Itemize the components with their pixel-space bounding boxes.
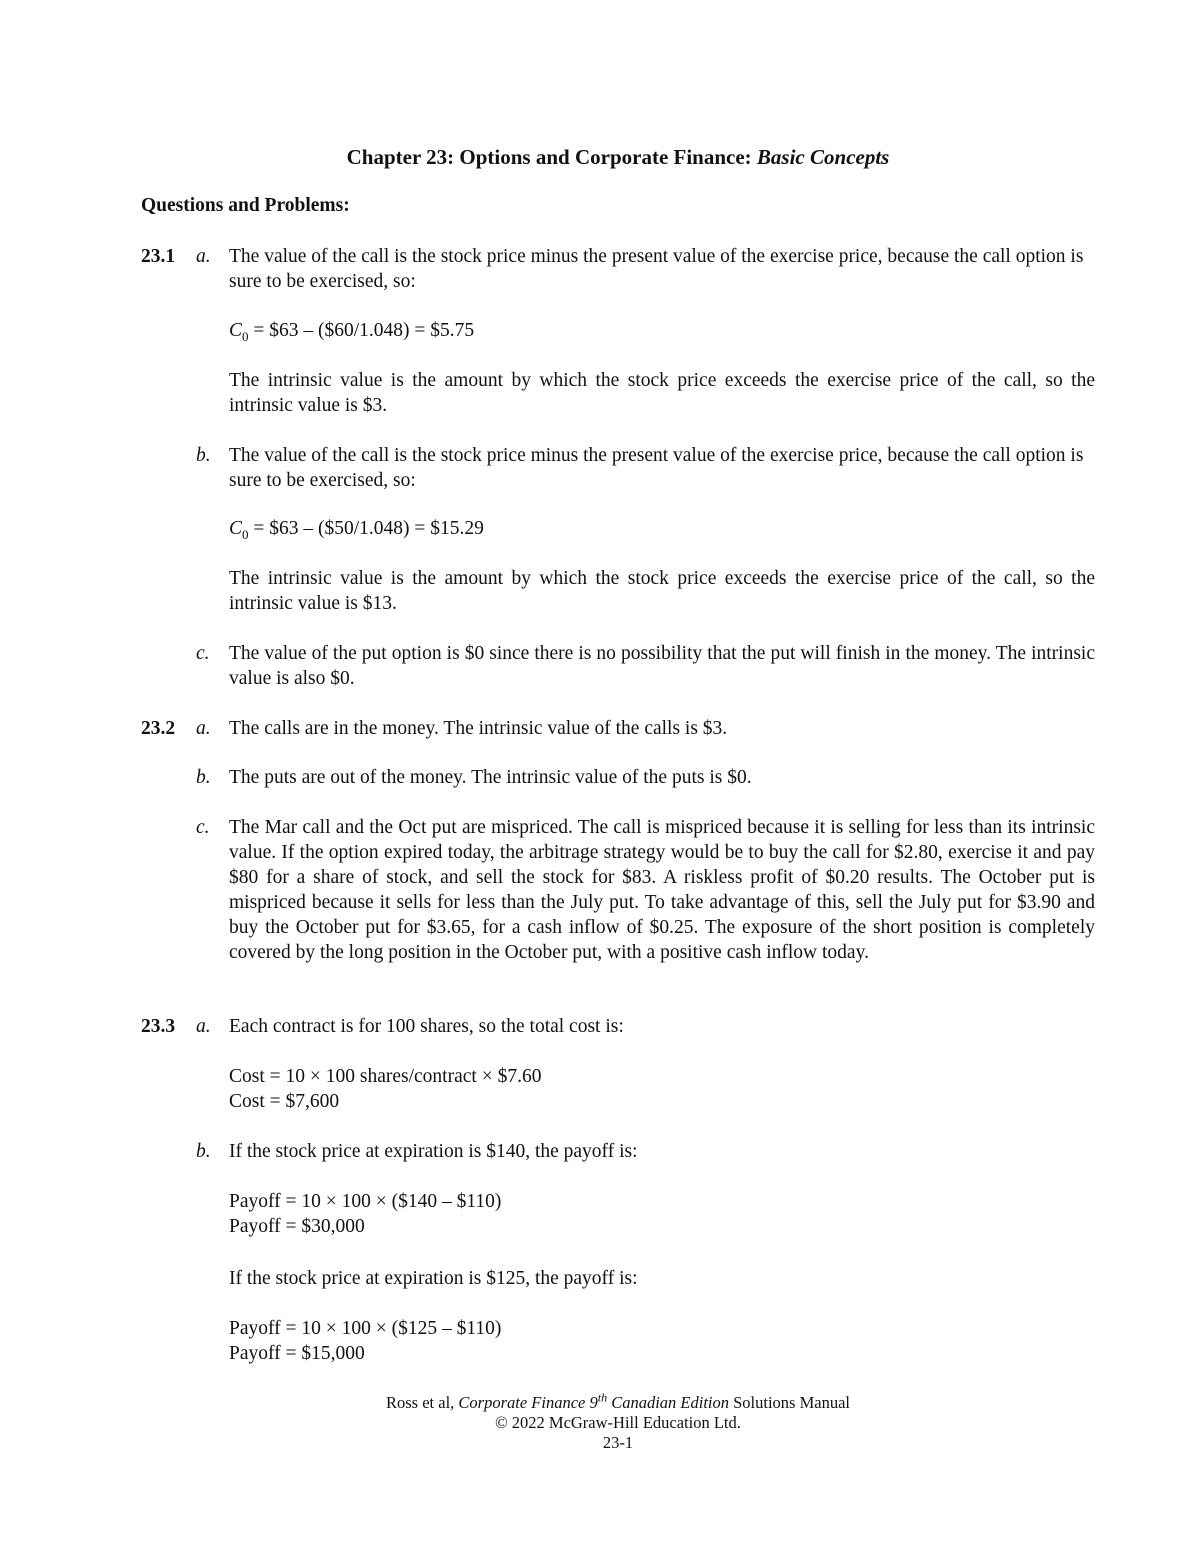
formula-variable: C xyxy=(229,320,243,341)
formula-expression: = $63 – ($60/1.048) = $5.75 xyxy=(248,320,475,341)
answer-23-1-a-text: The value of the call is the stock price minus the present value of the exercise price, because the call option is sure to be exercised, so: xyxy=(229,246,1084,292)
part-label-23-2-c: c. xyxy=(196,817,210,838)
answer-23-1-c-text: The value of the put option is $0 since there is no possibility that the put will finish in the money. The intrinsic value is also $0. xyxy=(229,643,1095,689)
footer-book-title-sup: th xyxy=(597,1390,608,1405)
page-title xyxy=(0,144,1200,170)
footer-citation xyxy=(0,1390,1200,1413)
answer-23-3-b-text2: If the stock price at expiration is $125, the payoff is: xyxy=(229,1268,638,1289)
part-label-23-2-a: a. xyxy=(196,718,211,739)
answer-23-3-a-line2: Cost = $7,600 xyxy=(229,1091,340,1112)
footer-book-title-part1: Corporate Finance 9 xyxy=(458,1393,598,1412)
title-main: Chapter 23: Options and Corporate Finance: xyxy=(346,145,757,169)
answer-23-3-b-line3: Payoff = 10 × 100 × ($125 – $110) xyxy=(229,1318,502,1339)
title-italic: Basic Concepts xyxy=(756,145,890,169)
part-label-23-3-b: b. xyxy=(196,1141,211,1162)
answer-23-1-b-text: The value of the call is the stock price minus the present value of the exercise price, because the call option is sure to be exercised, so: xyxy=(229,445,1084,491)
footer-book-title xyxy=(458,1390,729,1412)
question-number-23-1: 23.1 xyxy=(141,246,176,267)
section-heading: Questions and Problems: xyxy=(141,195,350,216)
page-footer xyxy=(0,1390,1200,1453)
part-label-23-1-c: c. xyxy=(196,643,210,664)
footer-book-title-part2: Canadian Edition xyxy=(607,1393,729,1412)
answer-23-3-a-text: Each contract is for 100 shares, so the total cost is: xyxy=(229,1016,624,1037)
footer-copyright: © 2022 McGraw-Hill Education Ltd. xyxy=(495,1413,741,1432)
answer-23-3-b-line4: Payoff = $15,000 xyxy=(229,1343,365,1364)
formula-variable: C xyxy=(229,518,243,539)
answer-23-3-b-line2: Payoff = $30,000 xyxy=(229,1216,365,1237)
footer-suffix: Solutions Manual xyxy=(729,1393,851,1412)
footer-authors: Ross et al, xyxy=(385,1393,459,1412)
answer-23-2-b-text: The puts are out of the money. The intrinsic value of the puts is $0. xyxy=(229,767,752,788)
answer-23-3-b-text1: If the stock price at expiration is $140, the payoff is: xyxy=(229,1141,638,1162)
page-number: 23-1 xyxy=(602,1433,634,1452)
question-number-23-3: 23.3 xyxy=(141,1016,176,1037)
answer-23-3-a-line1: Cost = 10 × 100 shares/contract × $7.60 xyxy=(229,1066,542,1087)
answer-23-1-b-formula xyxy=(229,516,1095,541)
part-label-23-2-b: b. xyxy=(196,767,211,788)
answer-23-3-b-line1: Payoff = 10 × 100 × ($140 – $110) xyxy=(229,1191,502,1212)
formula-subscript: 0 xyxy=(242,328,249,344)
part-label-23-3-a: a. xyxy=(196,1016,211,1037)
formula-expression: = $63 – ($50/1.048) = $15.29 xyxy=(248,518,484,539)
part-label-23-1-a: a. xyxy=(196,246,211,267)
part-label-23-1-b: b. xyxy=(196,445,211,466)
formula-subscript: 0 xyxy=(242,526,249,542)
answer-23-2-a-text: The calls are in the money. The intrinsic value of the calls is $3. xyxy=(229,718,728,739)
answer-23-2-c-text: The Mar call and the Oct put are mispriced. The call is mispriced because it is selling for less than its intrinsic value. If the option expired today, the arbitrage strategy would be to buy the call for $2.80, exercise it and pay $80 for a share of stock, and sell the stock for $83. A riskless profit of $0.20 results. The October put is mispriced because it sells for less than the July put. To take advantage of this, sell the July put for $3.90 and buy the October put for $3.65, for a cash inflow of $0.25. The exposure of the short position is completely covered by the long position in the October put, with a positive cash inflow today. xyxy=(229,817,1095,963)
answer-23-1-b-intrinsic: The intrinsic value is the amount by which the stock price exceeds the exercise price of the call, so the intrinsic value is $13. xyxy=(229,568,1095,614)
answer-23-1-a-intrinsic: The intrinsic value is the amount by which the stock price exceeds the exercise price of the call, so the intrinsic value is $3. xyxy=(229,370,1095,416)
question-number-23-2: 23.2 xyxy=(141,718,176,739)
answer-23-1-a-formula xyxy=(229,318,1095,343)
